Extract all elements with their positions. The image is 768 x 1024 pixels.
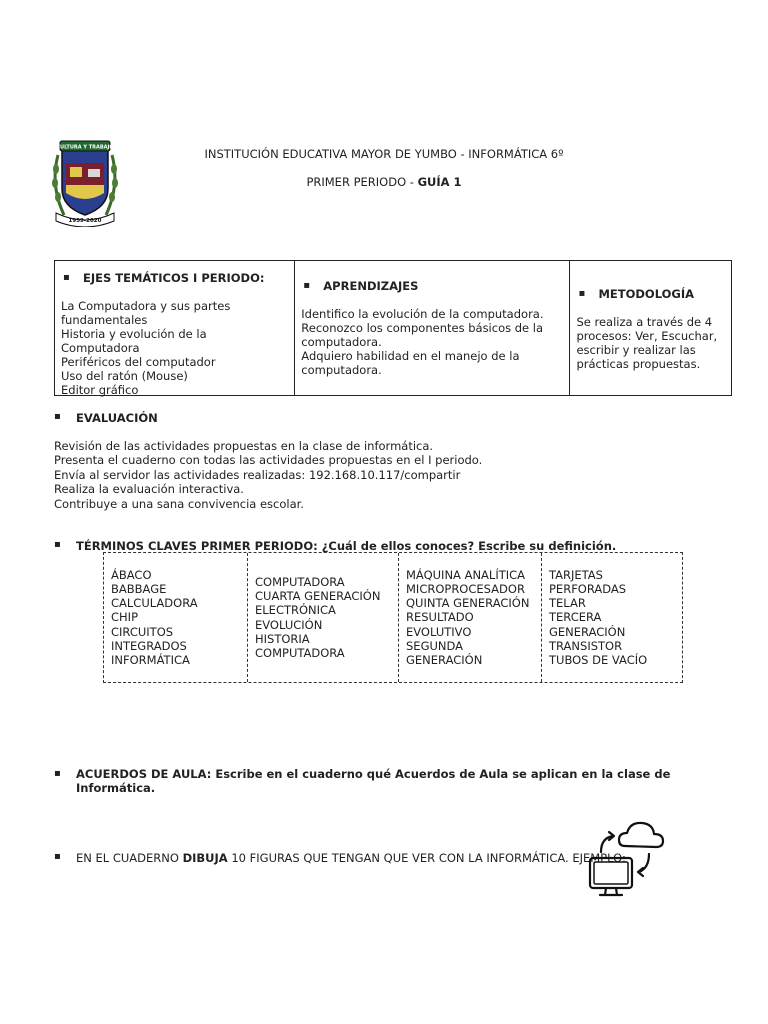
svg-text:1959-2020: 1959-2020 <box>68 218 102 224</box>
metodologia-item: Se realiza a través de 4 <box>576 315 713 329</box>
metodologia-item: prácticas propuestas. <box>576 357 701 371</box>
aprendizajes-item: Reconozco los componentes básicos de la <box>301 321 544 335</box>
topics-table <box>54 260 732 396</box>
term: TUBOS DE VACÍO <box>549 653 648 667</box>
metodologia-item: escribir y realizar las <box>576 343 696 357</box>
term: CUARTA GENERACIÓN <box>255 589 381 604</box>
term: PERFORADAS <box>549 581 627 596</box>
term: HISTORIA <box>255 631 310 646</box>
dibuja-bold: DIBUJA <box>182 851 228 865</box>
terminos-heading: ▪ TÉRMINOS CLAVES PRIMER PERIODO: ¿Cuál de ellos conoces? Escribe su definición. <box>76 539 768 553</box>
term: CALCULADORA <box>111 596 198 611</box>
term: TARJETAS <box>549 567 603 582</box>
ejes-cell <box>55 261 294 395</box>
ejes-item: fundamentales <box>61 313 148 327</box>
ejes-item: La Computadora y sus partes <box>61 299 231 313</box>
term: CHIP <box>111 610 139 625</box>
dibuja-prefix: EN EL CUADERNO <box>76 851 183 865</box>
acuerdos-text: Escribe en el cuaderno qué Acuerdos de Aula se aplican en la clase de Informática. <box>76 767 671 795</box>
ejes-heading: ▪ EJES TEMÁTICOS I PERIODO: <box>61 271 288 285</box>
term: ÁBACO <box>111 567 152 582</box>
header-period: PRIMER PERIODO - <box>306 175 418 189</box>
term: INFORMÁTICA <box>111 653 190 667</box>
aprendizajes-heading: ▪ APRENDIZAJES <box>301 279 563 293</box>
aprendizajes-item: computadora. <box>301 363 382 377</box>
evaluacion-item: Revisión de las actividades propuestas en la clase de informática. <box>54 439 434 453</box>
metodologia-cell <box>569 261 731 395</box>
svg-text:CULTURA Y TRABAJO: CULTURA Y TRABAJO <box>56 144 114 151</box>
term: CIRCUITOS <box>111 624 174 639</box>
term: MÁQUINA ANALÍTICA <box>406 567 526 582</box>
header-guide: GUÍA 1 <box>417 175 462 189</box>
term: SEGUNDA <box>406 638 464 653</box>
header-subtitle <box>0 175 768 189</box>
term: BABBAGE <box>111 581 167 596</box>
header-title: INSTITUCIÓN EDUCATIVA MAYOR DE YUMBO - INFORMÁTICA 6º <box>204 147 564 161</box>
term: MICROPROCESADOR <box>406 581 525 596</box>
ejes-item: Uso del ratón (Mouse) <box>61 369 188 383</box>
terminos-column <box>104 553 247 682</box>
term: EVOLUTIVO <box>406 624 472 639</box>
term: TRANSISTOR <box>549 638 623 653</box>
computer-cloud-sync-icon <box>585 816 667 898</box>
evaluacion-item: Presenta el cuaderno con todas las actividades propuestas en el I periodo. <box>54 453 483 468</box>
term: COMPUTADORA <box>255 645 345 660</box>
evaluacion-item: Envía al servidor las actividades realizadas: 192.168.10.117/compartir <box>54 467 461 482</box>
term: QUINTA GENERACIÓN <box>406 596 530 611</box>
terminos-table <box>103 552 683 683</box>
aprendizajes-item: computadora. <box>301 335 382 349</box>
dibuja-suffix: 10 FIGURAS QUE TENGAN QUE VER CON LA INFORMÁTICA. EJEMPLO: <box>227 851 626 865</box>
acuerdos-paragraph <box>76 767 716 795</box>
term: EVOLUCIÓN <box>255 617 323 632</box>
terminos-column <box>541 553 682 682</box>
aprendizajes-item: Identifico la evolución de la computadora. <box>301 307 544 321</box>
evaluacion-item: Contribuye a una sana convivencia escolar. <box>54 496 304 511</box>
evaluacion-item: Realiza la evaluación interactiva. <box>54 482 244 497</box>
term: ELECTRÓNICA <box>255 603 336 618</box>
term: GENERACIÓN <box>406 653 483 667</box>
ejes-item: Historia y evolución de la Computadora <box>61 327 207 355</box>
evaluacion-list <box>54 439 482 511</box>
term: INTEGRADOS <box>111 638 187 653</box>
aprendizajes-item: Adquiero habilidad en el manejo de la <box>301 349 520 363</box>
term: COMPUTADORA <box>255 574 345 589</box>
evaluacion-heading: ▪ EVALUACIÓN <box>76 411 768 425</box>
acuerdos-label: ACUERDOS DE AULA: <box>76 767 212 781</box>
term: RESULTADO <box>406 610 474 625</box>
term: GENERACIÓN <box>549 624 626 639</box>
term: TERCERA <box>549 610 602 625</box>
metodologia-heading: ▪ METODOLOGÍA <box>576 287 725 301</box>
metodologia-item: procesos: Ver, Escuchar, <box>576 329 718 343</box>
ejes-item: Periféricos del computador <box>61 355 216 369</box>
term: TELAR <box>549 596 586 611</box>
terminos-column <box>398 553 541 682</box>
aprendizajes-cell <box>294 261 569 395</box>
terminos-column <box>247 553 398 682</box>
ejes-item: Editor gráfico <box>61 383 139 397</box>
